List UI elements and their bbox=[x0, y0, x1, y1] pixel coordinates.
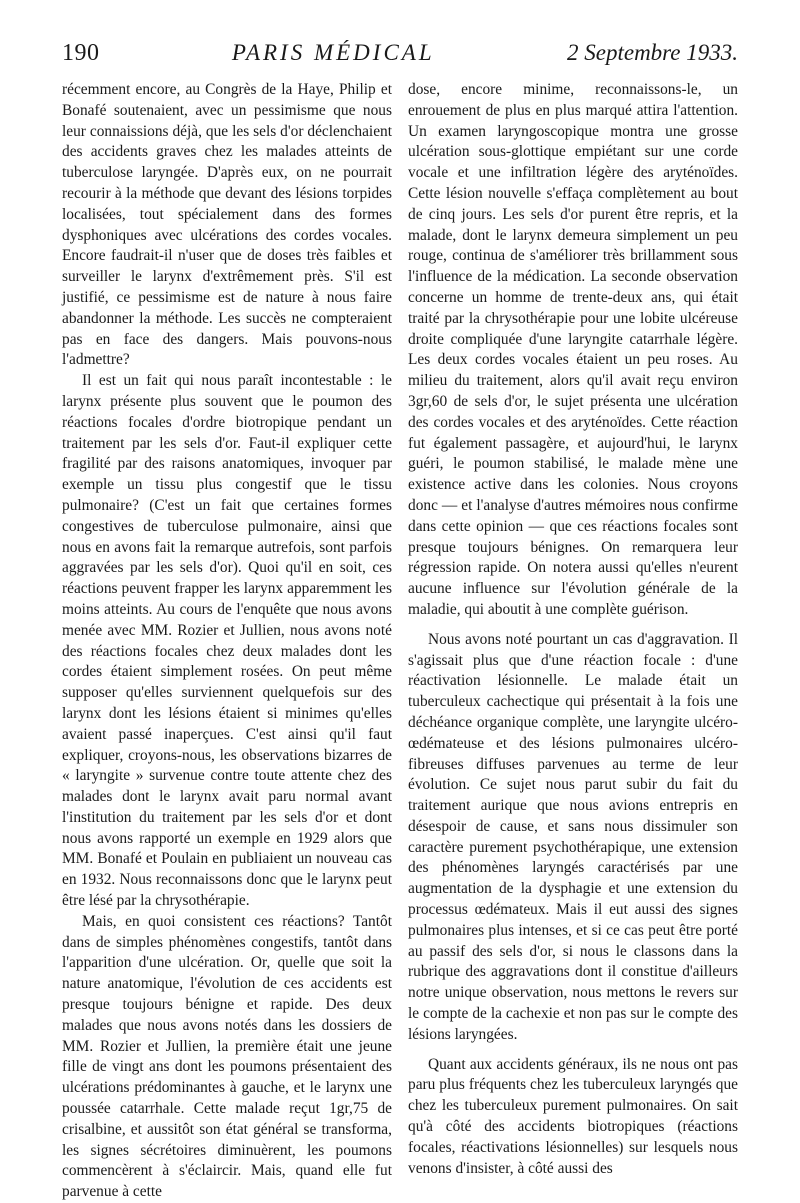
paragraph: Nous avons noté pourtant un cas d'aggravation. Il s'agissait plus que d'une réaction focale : d'une réactivation lésionnelle. Le malade était un tuberculeux cachectique qui présentait à la fois une déchéance organique complète, une laryngite ulcéro-œdémateuse et des lésions pulmonaires ulcéro-fibreuses diffuses parvenues au terme de leur évolution. Ce sujet nous parut subir du fait du traitement aurique que nous avions entrepris en désespoir de cause, et sans nous dissimuler son caractère purement psychothérapique, une extension des phénomènes laryngés caractérisés par une augmentation de la dysphagie et une extension du processus œdémateux. Mais il eut aussi des signes pulmonaires plus intenses, et si ce cas peut être porté au passif des sels d'or, si nous le classons dans la rubrique des aggravations dont il constitue d'ailleurs notre unique observation, nous mettons le revers sur le compte de la cachexie et non pas sur le compte des lésions laryngées. bbox=[408, 630, 738, 1043]
paragraph: récemment encore, au Congrès de la Haye, Philip et Bonafé soutenaient, avec un pessimisme que nous leur connaissions déjà, que les sels d'or déclenchaient des accidents graves chez les malades atteints de tuberculose laryngée. D'après eux, on ne pourrait recourir à la méthode que devant des lésions torpides localisées, tout spécialement dans des formes dysphoniques avec ulcérations des cordes vocales. Encore faudrait-il n'user que de doses très faibles et surveiller le larynx d'extrêmement près. S'il est justifié, ce pessimisme est de nature à nous faire abandonner la méthode. Les succès ne compteraient pas en face des dangers. Mais pouvons-nous l'admettre? bbox=[62, 81, 392, 369]
paragraph: Mais, en quoi consistent ces réactions? Tantôt dans de simples phénomènes congestifs, tantôt dans l'apparition d'une ulcération. Or, quelle que soit la nature anatomique, l'évolution de ces accidents est presque toujours bénigne et rapide. Des deux malades que nous avons notés dans les dossiers de MM. Rozier et Jullien, la première était une jeune fille de vingt ans dont les poumons présentaient des ulcérations prédominantes à gauche, et le larynx une poussée catarrhale. Cette malade reçut 1gr,75 de crisalbine, et aussitôt son état général se transforma, les signes sécrétoires diminuèrent, les poumons commencèrent à s'éclaircir. Mais, quand elle fut parvenue à cette bbox=[62, 912, 392, 1201]
page-header bbox=[62, 40, 738, 74]
paragraph: Il est un fait qui nous paraît incontestable : le larynx présente plus souvent que le poumon des réactions focales d'ordre biotropique pendant un traitement par les sels d'or. Faut-il expliquer cette fragilité par des raisons anatomiques, invoquer par exemple un tissu plus congestif que le tissu pulmonaire? (C'est un fait que certaines formes congestives de tuberculose pulmonaire, ainsi que nous en avons fait la remarque autrefois, sont parfois aggravées par les sels d'or). Quoi qu'il en soit, ces réactions peuvent frapper les larynx apparemment les moins atteints. Au cours de l'enquête que nous avons menée avec MM. Rozier et Jullien, nous avons noté des réactions focales chez deux malades dont les cordes étaient simplement rosées. On peut même supposer qu'elles surviennent quelquefois sur des larynx dont les lésions étaient si minimes qu'elles avaient passé inaperçues. C'est ainsi qu'il faut expliquer, croyons-nous, les observations bizarres de « laryngite » survenue contre toute attente chez des malades dont le larynx avait paru normal avant l'institution du traitement par les sels d'or et dont nous avons rapporté un exemple en 1929 alors que MM. Bonafé et Poulain en publiaient un nouveau cas en 1932. Nous reconnaissons donc que le larynx peut être lésé par la chrysothérapie. bbox=[62, 372, 392, 910]
left-column bbox=[62, 80, 392, 1203]
journal-title: PARIS MÉDICAL bbox=[231, 40, 435, 65]
paragraph: dose, encore minime, reconnaissons-le, un enrouement de plus en plus marqué attira l'attention. Un examen laryngoscopique montra une grosse ulcération sous-glottique empiétant sur une corde vocale et une infiltration légère des aryténoïdes. Cette lésion nouvelle s'effaça complètement au bout de cinq jours. Les sels d'or purent être repris, et la malade, dont le larynx demeura simplement un peu rouge, continua de s'améliorer très brillamment sous l'influence de la médication. La seconde observation concerne un homme de trente-deux ans, qui était traité par la chrysothérapie pour une lobite ulcéreuse droite compliquée d'une laryngite catarrhale légère. Les deux cordes vocales étaient un peu roses. Au milieu du traitement, alors qu'il avait reçu environ 3gr,60 de sels d'or, le sujet présenta une ulcération des cordes vocales et des aryténoïdes. Cette réaction fut également passagère, et aujourd'hui, le larynx guéri, le poumon stabilisé, le malade mène une existence active dans les colonies. Nous croyons donc — et l'analyse d'autres mémoires nous confirme dans cette opinion — que ces réactions focales sont presque toujours bénignes. On remarquera leur régression rapide. On notera aussi qu'elles n'eurent aucune influence sur l'évolution générale de la maladie, qui aboutit à une complète guérison. bbox=[408, 81, 738, 618]
paragraph: Quant aux accidents généraux, ils ne nous ont pas paru plus fréquents chez les tuberculeux laryngés que chez les tuberculeux purement pulmonaires. On sait qu'à côté des accidents biotropiques (réactions focales, réactivations lésionnelles) sur lesquels nous venons d'insister, à côté aussi des bbox=[408, 1055, 738, 1177]
right-column bbox=[408, 80, 738, 1179]
issue-date: 2 Septembre 1933. bbox=[567, 40, 738, 65]
page-number: 190 bbox=[62, 40, 100, 66]
